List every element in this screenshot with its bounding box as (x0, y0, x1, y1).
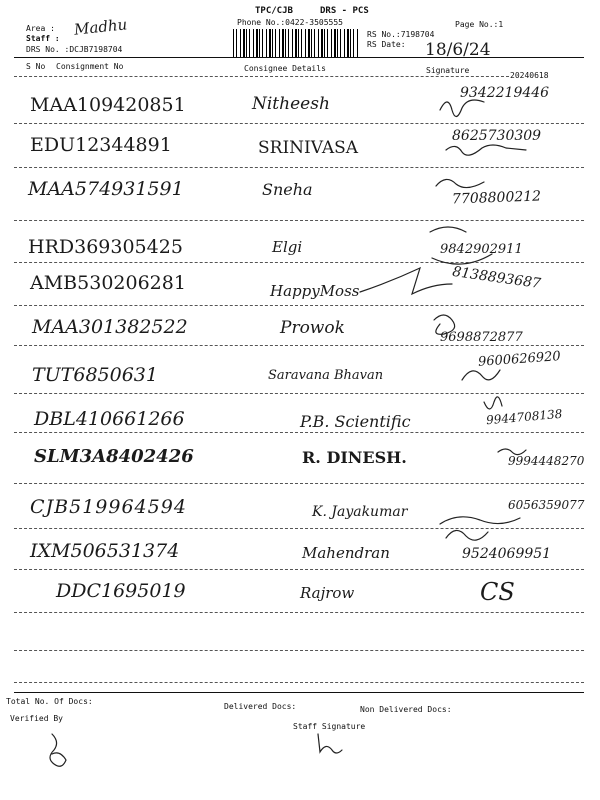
barcode-bar (298, 29, 299, 57)
row-divider (14, 612, 584, 613)
barcode-bar (259, 29, 260, 57)
consignee-name: K. Jayakumar (312, 504, 408, 520)
barcode-bar (305, 29, 306, 57)
barcode-bar (266, 29, 267, 57)
barcode-bar (288, 29, 289, 57)
barcode-bar (285, 29, 286, 57)
barcode-bar (292, 29, 293, 57)
barcode-bar (344, 29, 345, 57)
rs-number: RS No.:7198704 (367, 30, 435, 39)
signature-phone: 8138893687 (451, 263, 542, 293)
consignee-name: Saravana Bhavan (268, 368, 384, 383)
barcode-bar (262, 29, 263, 57)
consignment-number: IXM506531374 (30, 540, 180, 562)
row-divider (14, 220, 584, 221)
consignee-name: Nitheesh (252, 94, 330, 114)
verified-by-label: Verified By (10, 714, 63, 723)
consignment-number: HRD369305425 (28, 236, 183, 258)
consignee-name: Elgi (272, 238, 303, 256)
consignment-number: MAA574931591 (28, 178, 184, 200)
consignee-name: Sneha (262, 180, 313, 199)
footer-rule (14, 692, 584, 693)
barcode (233, 29, 358, 57)
signature-scribble (360, 268, 452, 294)
row-divider (14, 569, 584, 570)
rs-date-label: RS Date: (367, 40, 406, 49)
barcode-bar (253, 29, 254, 57)
barcode-bar (350, 29, 351, 57)
barcode-bar (279, 29, 280, 57)
barcode-bar (249, 29, 250, 57)
delivered-docs-label: Delivered Docs: (224, 702, 297, 711)
consignment-number: TUT6850631 (32, 364, 158, 386)
total-docs-label: Total No. Of Docs: (6, 697, 93, 706)
signature-phone: 8625730309 (452, 128, 542, 144)
staff-signature-label: Staff Signature (293, 722, 366, 731)
column-consignee: Consignee Details (244, 64, 326, 73)
company-code: TPC/CJB (255, 6, 293, 16)
barcode-bar (347, 29, 349, 57)
barcode-bar (269, 29, 271, 57)
header-top-rule (14, 57, 584, 58)
signature-phone: 9342219446 (460, 85, 550, 101)
signature-scribble (484, 397, 502, 409)
column-consignment: Consignment No (56, 62, 124, 71)
consignee-name: Rajrow (300, 584, 355, 602)
verified-by-scribble (50, 734, 66, 766)
consignment-number: EDU12344891 (30, 134, 172, 156)
row-divider (14, 528, 584, 529)
barcode-bar (272, 29, 273, 57)
signature-phone: CS (480, 578, 515, 606)
barcode-bar (353, 29, 354, 57)
consignee-name: SRINIVASA (258, 138, 359, 158)
barcode-bar (282, 29, 284, 57)
signature-phone: 7708800212 (451, 188, 542, 208)
consignee-name: P.B. Scientific (300, 412, 411, 431)
consignee-name: Mahendran (302, 544, 390, 562)
consignment-number: DDC1695019 (56, 580, 186, 602)
signature-phone: 9994448270 (508, 454, 585, 468)
consignment-number: MAA301382522 (32, 316, 188, 338)
row-divider (14, 393, 584, 394)
barcode-bar (295, 29, 297, 57)
row-divider (14, 305, 584, 306)
blank-row-divider (14, 650, 584, 651)
barcode-bar (243, 29, 245, 57)
signature-phone: 9698872877 (440, 330, 523, 345)
barcode-bar (337, 29, 338, 57)
consignment-number: MAA109420851 (30, 94, 186, 116)
row-divider (14, 483, 584, 484)
column-signature: Signature (426, 66, 470, 75)
barcode-bar (340, 29, 341, 57)
barcode-bar (256, 29, 258, 57)
barcode-bar (324, 29, 325, 57)
blank-row-divider (14, 682, 584, 683)
signature-phone: 6056359077 (508, 498, 585, 512)
rs-date-handwritten: 18/6/24 (425, 40, 491, 60)
barcode-bar (311, 29, 312, 57)
barcode-bar (331, 29, 332, 57)
barcode-bar (357, 29, 358, 57)
print-stamp: 20240618 (510, 71, 549, 80)
column-sno: S No (26, 62, 46, 71)
consignment-number: SLM3A8402426 (34, 446, 194, 467)
signature-scribble (446, 530, 488, 540)
consignment-number: DBL410661266 (34, 408, 185, 430)
signature-scribble (436, 179, 484, 187)
barcode-bar (275, 29, 276, 57)
row-divider (14, 167, 584, 168)
barcode-bar (301, 29, 302, 57)
page-number: Page No.:1 (455, 20, 504, 29)
staff-label: Staff : (26, 34, 60, 43)
consignment-number: AMB530206281 (30, 272, 186, 294)
phone-number: Phone No.:0422-3505555 (237, 18, 343, 27)
row-divider (14, 432, 584, 433)
barcode-bar (308, 29, 310, 57)
document-type: DRS - PCS (320, 6, 369, 16)
consignee-name: HappyMoss (270, 282, 360, 300)
barcode-bar (240, 29, 241, 57)
consignment-number: CJB519964594 (30, 496, 187, 518)
signature-phone: 9944708138 (485, 406, 563, 428)
barcode-bar (318, 29, 319, 57)
row-divider (14, 262, 584, 263)
barcode-bar (334, 29, 336, 57)
signature-phone: 9524069951 (462, 546, 552, 562)
drs-number: DRS No. :DCJB7198704 (26, 45, 123, 54)
consignee-name: R. DINESH. (302, 448, 407, 467)
signature-scribble (440, 517, 520, 524)
signature-scribble (440, 100, 484, 117)
barcode-bar (314, 29, 315, 57)
non-delivered-docs-label: Non Delivered Docs: (360, 705, 452, 714)
area-label: Area : (26, 24, 55, 33)
header-bottom-rule (14, 76, 509, 77)
signature-phone: 9600626920 (477, 349, 562, 370)
barcode-bar (236, 29, 237, 57)
signature-scribble (462, 370, 500, 380)
consignee-name: Prowok (280, 318, 345, 338)
staff-signature-scribble (318, 734, 342, 753)
row-divider (14, 123, 584, 124)
barcode-bar (246, 29, 247, 57)
barcode-bar (233, 29, 234, 57)
signature-phone: 9842902911 (440, 242, 523, 257)
barcode-bar (321, 29, 323, 57)
staff-handwritten-name: Madhu (73, 15, 129, 39)
row-divider (14, 345, 584, 346)
signature-scribble (446, 145, 526, 155)
barcode-bar (327, 29, 328, 57)
